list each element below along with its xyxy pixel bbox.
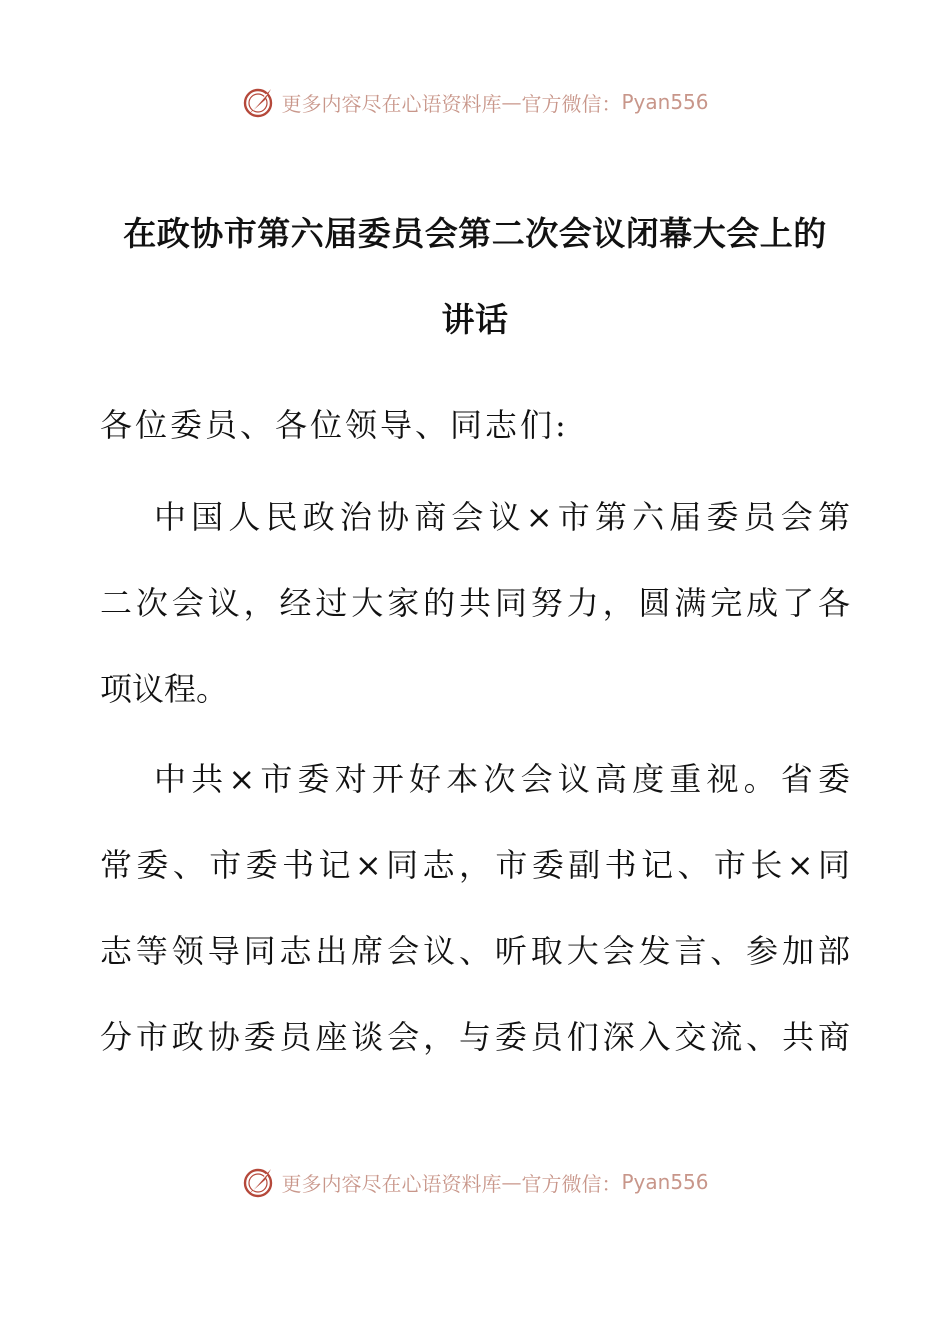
quill-logo-icon xyxy=(241,1164,277,1200)
banner-wechat-id: Pyan556 xyxy=(621,1170,709,1194)
paragraph-line: 项议程。 xyxy=(100,670,229,708)
document-title-line-2: 讲话 xyxy=(441,300,509,339)
banner-label: 官方微信： xyxy=(521,91,622,116)
banner-text: 更多内容尽在心语资料库 xyxy=(281,91,502,116)
header-banner xyxy=(0,80,950,124)
paragraph-line: 中国人民政治协商会议×市第六届委员会第 xyxy=(154,498,850,536)
paragraph-2 xyxy=(100,736,850,1080)
banner-wechat-id: Pyan556 xyxy=(621,90,709,114)
banner-separator: — xyxy=(501,90,522,114)
paragraph-1 xyxy=(100,474,850,732)
greeting xyxy=(100,382,850,468)
banner-separator: — xyxy=(501,1170,522,1194)
greeting-text: 各位委员、各位领导、同志们: xyxy=(100,406,569,444)
paragraph-line: 常委、市委书记×同志，市委副书记、市长×同 xyxy=(100,846,850,884)
paragraph-line: 中共×市委对开好本次会议高度重视。省委 xyxy=(154,760,850,798)
document-title-line-1: 在政协市第六届委员会第二次会议闭幕大会上的 xyxy=(123,214,827,253)
quill-logo-icon xyxy=(241,84,277,120)
banner-text: 更多内容尽在心语资料库 xyxy=(281,1171,502,1196)
footer-banner xyxy=(0,1160,950,1204)
paragraph-line: 分市政协委员座谈会，与委员们深入交流、共商 xyxy=(100,1018,850,1056)
banner-label: 官方微信： xyxy=(521,1171,622,1196)
paragraph-line: 志等领导同志出席会议、听取大会发言、参加部 xyxy=(100,932,850,970)
paragraph-line: 二次会议，经过大家的共同努力，圆满完成了各 xyxy=(100,584,850,622)
